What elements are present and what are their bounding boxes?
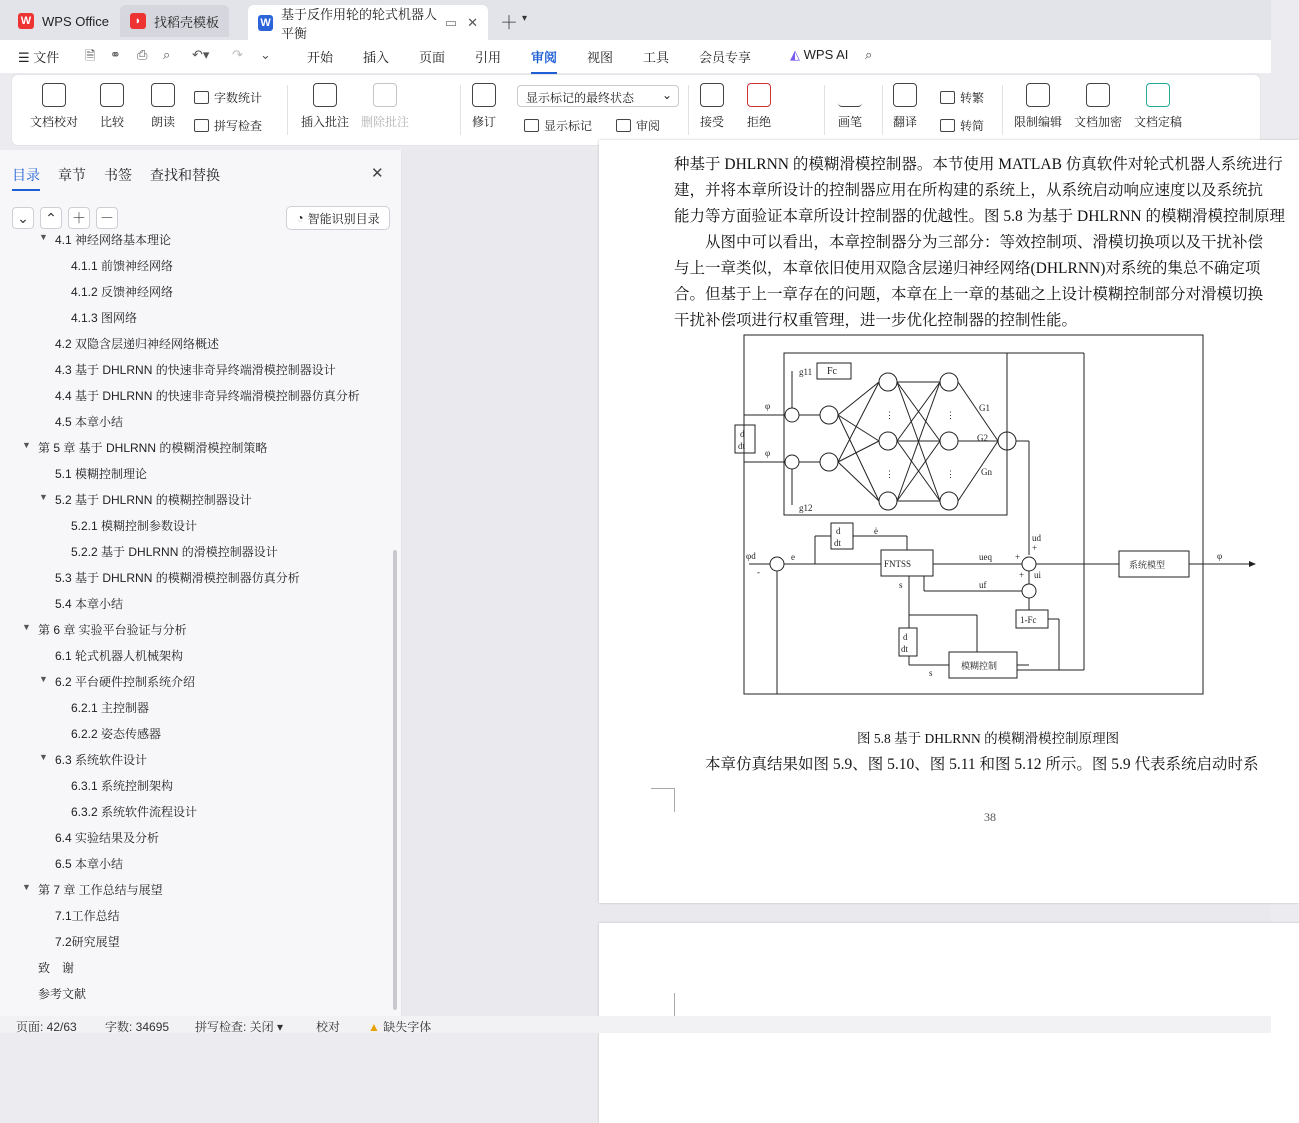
tab-template[interactable] (120, 5, 229, 37)
wps-ai-button[interactable] (790, 47, 848, 63)
diagram-vdots: ⋮ (946, 410, 955, 420)
toc-item-label: 6.1 轮式机器人机械架构 (55, 649, 184, 663)
doc-check-button[interactable] (30, 83, 78, 130)
navigation-pane (0, 150, 402, 1016)
toc-item[interactable] (55, 387, 360, 404)
markup-state-value: 显示标记的最终状态 (526, 91, 635, 105)
insert-comment-button[interactable] (301, 83, 349, 130)
diagram-s-label: s (899, 580, 903, 590)
toc-item[interactable] (55, 647, 183, 664)
toc-item[interactable] (22, 621, 187, 638)
accept-icon (700, 83, 724, 107)
save-icon[interactable]: 🗎 (85, 48, 96, 63)
review-pane-icon (616, 119, 631, 132)
to-simplified-icon (940, 119, 955, 132)
diagram-phid-label: φd (746, 551, 756, 561)
menu-file[interactable]: ☰ 文件 (18, 50, 60, 65)
missing-font-status[interactable] (368, 1018, 431, 1035)
restrict-edit-icon (1026, 83, 1050, 107)
diagram-gn-label: Gn (981, 467, 992, 477)
to-traditional-button[interactable] (940, 89, 984, 106)
diagram-plus: + (1015, 552, 1021, 562)
word-count-status[interactable]: 字数: 34695 (105, 1020, 170, 1034)
diagram-uf-label: uf (979, 580, 987, 590)
finalize-icon (1146, 83, 1170, 107)
encrypt-button[interactable] (1074, 83, 1122, 130)
menu-file-label: 文件 (33, 50, 60, 65)
toc-item-label: 4.4 基于 DHLRNN 的快速非奇异终端滑模控制器仿真分析 (55, 389, 360, 403)
figure-caption: 图 5.8 基于 DHLRNN 的模糊滑模控制原理图 (857, 731, 1120, 746)
translate-label: 翻译 (893, 115, 918, 129)
toc-item[interactable] (39, 673, 196, 690)
expand-toggle-icon[interactable]: ▼ (22, 440, 31, 450)
diagram-plus: + (1032, 543, 1038, 553)
toc-item-label: 7.1工作总结 (55, 909, 120, 923)
screen-icon[interactable]: ▭ (444, 14, 458, 30)
toc-list (0, 232, 396, 1016)
diagram-ddt-label: d (903, 632, 908, 642)
diagram-fc-label: Fc (827, 366, 837, 377)
to-trad-label: 转繁 (960, 91, 985, 105)
to-simplified-button[interactable] (940, 117, 984, 134)
diagram-g1-label: G1 (979, 403, 990, 413)
close-pane-icon[interactable]: ✕ (371, 165, 384, 182)
diagram-fuzzy-label: 模糊控制 (961, 661, 998, 671)
read-aloud-icon (151, 83, 175, 107)
word-doc-icon: W (258, 15, 273, 31)
smart-toc-label: 智能识别目录 (307, 211, 380, 226)
page-corner-mark (651, 788, 675, 812)
page-number: 38 (984, 810, 996, 824)
show-markup-icon (524, 119, 539, 132)
pen-label: 画笔 (838, 115, 863, 129)
pen-button[interactable] (838, 83, 862, 130)
toc-item-label: 4.3 基于 DHLRNN 的快速非奇异终端滑模控制器设计 (55, 363, 336, 377)
toc-item-label: 6.4 实验结果及分析 (55, 831, 160, 845)
toc-item[interactable] (55, 413, 123, 430)
divider (287, 85, 288, 135)
menu-member[interactable]: 会员专享 (699, 50, 752, 65)
undo-icon[interactable]: ↶▾ (192, 47, 210, 62)
toc-item-label: 5.3 基于 DHLRNN 的模糊滑模控制器仿真分析 (55, 571, 300, 585)
tab-label: WPS Office (42, 13, 109, 29)
toc-item[interactable] (39, 751, 148, 768)
menu-page[interactable]: 页面 (419, 50, 446, 65)
restrict-edit-label: 限制编辑 (1014, 115, 1063, 129)
toc-item-label: 4.1.1 前馈神经网络 (71, 259, 174, 273)
to-simp-label: 转简 (960, 119, 985, 133)
document-area (403, 150, 1285, 1016)
encrypt-label: 文档加密 (1074, 115, 1123, 129)
delete-comment-icon (373, 83, 397, 107)
finalize-button[interactable] (1134, 83, 1182, 130)
collapse-up-icon[interactable]: ⌃ (40, 207, 62, 229)
toc-item[interactable] (22, 881, 163, 898)
divider (882, 85, 883, 135)
encrypt-icon (1086, 83, 1110, 107)
toc-item[interactable] (55, 907, 120, 924)
toc-item[interactable] (71, 543, 278, 560)
pen-icon (838, 83, 862, 107)
paragraph-line: 能力等方面验证本章所设计控制器的优越性。图 5.8 为基于 DHLRNN 的模糊滑模控制原理 (674, 208, 1285, 225)
reject-button[interactable] (747, 83, 771, 130)
toc-item-label: 7.2研究展望 (55, 935, 120, 949)
redo-icon[interactable]: ↷ (232, 47, 243, 62)
to-traditional-icon (940, 91, 955, 104)
paragraph-line: 建，并将本章所设计的控制器应用在所构建的系统上，从系统启动响应速度以及系统抗 (674, 182, 1264, 199)
toc-item-label: 6.2.1 主控制器 (71, 701, 150, 715)
print-icon[interactable]: ⎙ (137, 47, 148, 62)
document-page (599, 140, 1299, 903)
toc-item-label: 5.1 模糊控制理论 (55, 467, 148, 481)
ai-icon: ◭ (790, 47, 800, 62)
spell-check-label: 拼写检查 (214, 119, 263, 133)
insert-comment-label: 插入批注 (301, 115, 350, 129)
paragraph-line: 合。但基于上一章存在的问题，本章在上一章的基础之上设计模糊控制部分对滑模切换 (674, 286, 1264, 303)
menu-bar (0, 40, 1271, 73)
toc-item-label: 6.2.2 姿态传感器 (71, 727, 162, 741)
diagram-ud-label: ud (1032, 533, 1041, 543)
diagram-minus: - (757, 567, 760, 577)
tab-find-replace[interactable]: 查找和替换 (150, 167, 220, 183)
toc-item-label: 第 6 章 实验平台验证与分析 (38, 623, 187, 637)
word-count-label: 字数统计 (214, 91, 263, 105)
diagram-ddt-label: dt (834, 538, 842, 548)
diagram-plus: + (1019, 570, 1025, 580)
diagram-phi-label: φ (765, 401, 771, 411)
toc-item-label: 致 谢 (38, 961, 75, 975)
expand-toggle-icon[interactable]: ▼ (39, 752, 48, 762)
diagram-ueq-label: ueq (979, 552, 992, 562)
page-corner-mark (651, 993, 675, 1017)
compare-button[interactable] (100, 83, 124, 130)
warning-icon: ▲ (368, 1020, 380, 1034)
toc-item[interactable] (55, 595, 123, 612)
toc-item-label: 4.1.3 图网络 (71, 311, 138, 325)
toc-item-label: 4.5 本章小结 (55, 415, 124, 429)
toc-item[interactable] (55, 335, 219, 352)
ai-label: WPS AI (803, 47, 849, 62)
delete-comment-label: 删除批注 (361, 115, 410, 129)
add-heading-icon[interactable]: ＋ (68, 207, 90, 229)
spell-check-button[interactable] (194, 117, 262, 134)
toc-item-label: 第 7 章 工作总结与展望 (38, 883, 163, 897)
tab-bar (0, 0, 1271, 40)
page-indicator[interactable]: 页面: 42/63 (16, 1020, 77, 1034)
translate-icon (893, 83, 917, 107)
toc-item-label: 5.4 本章小结 (55, 597, 124, 611)
toc-item-label: 4.1.2 反馈神经网络 (71, 285, 174, 299)
show-markup-label: 显示标记 (544, 119, 593, 133)
translate-button[interactable] (893, 83, 917, 130)
diagram-s-label: s (929, 668, 933, 678)
revise-label: 修订 (472, 115, 497, 129)
paragraph-line: 干扰补偿项进行权重管理，进一步优化控制器的控制性能。 (674, 312, 1078, 329)
toc-item[interactable] (71, 699, 149, 716)
doc-check-label: 文档校对 (30, 115, 79, 129)
expand-toggle-icon[interactable]: ▼ (39, 674, 48, 684)
review-pane-button[interactable] (616, 117, 660, 134)
tab-toc[interactable]: 目录 (12, 167, 40, 183)
diagram-phi-out-label: φ (1217, 551, 1223, 561)
expand-toggle-icon[interactable]: ▼ (39, 492, 48, 502)
insert-comment-icon (313, 83, 337, 107)
toc-item[interactable] (55, 569, 300, 586)
toc-item-label: 6.3.1 系统控制架构 (71, 779, 174, 793)
divider (460, 85, 461, 135)
review-toolbar (12, 75, 1260, 145)
word-count-icon (194, 91, 209, 104)
toc-item[interactable] (71, 803, 197, 820)
tab-wps-office[interactable] (8, 5, 119, 37)
tab-document[interactable] (248, 5, 488, 40)
diagram-e-label: e (791, 552, 795, 562)
divider (824, 85, 825, 135)
close-tab-icon[interactable]: ✕ (467, 14, 478, 30)
toc-item-label: 5.2 基于 DHLRNN 的模糊控制器设计 (55, 493, 252, 507)
proofread-status[interactable]: 校对 (316, 1020, 341, 1034)
doc-check-icon (42, 83, 66, 107)
reject-icon (747, 83, 771, 107)
menu-reference[interactable]: 引用 (475, 50, 502, 65)
toc-item[interactable] (71, 283, 173, 300)
diagram-vdots: ⋮ (885, 469, 894, 479)
toc-item-label: 6.3 系统软件设计 (55, 753, 148, 767)
toc-item[interactable] (22, 439, 268, 456)
toc-item[interactable] (55, 829, 159, 846)
tab-label: 基于反作用轮的轮式机器人平衡 (281, 6, 438, 41)
diagram-vdots: ⋮ (946, 469, 955, 479)
toc-item-label: 5.2.1 模糊控制参数设计 (71, 519, 198, 533)
expand-toggle-icon[interactable]: ▼ (22, 622, 31, 632)
diagram-ddt-label: d (740, 429, 745, 439)
chevron-down-icon: ⌄ (661, 88, 672, 102)
smart-toc-button[interactable] (286, 206, 390, 230)
delete-comment-button[interactable] (361, 83, 409, 130)
remove-heading-icon[interactable]: － (96, 207, 118, 229)
paragraph-line: 种基于 DHLRNN 的模糊滑模控制器。本节使用 MATLAB 仿真软件对轮式机器人系统进行 (674, 156, 1283, 173)
diagram-g12-label: g12 (799, 503, 813, 513)
search-icon[interactable]: ⌕ (865, 47, 873, 62)
diagram-ui-label: ui (1034, 570, 1042, 580)
accept-button[interactable] (700, 83, 724, 130)
toc-item-label: 6.2 平台硬件控制系统介绍 (55, 675, 196, 689)
menu-tools[interactable]: 工具 (643, 50, 670, 65)
toc-item[interactable] (38, 985, 86, 1002)
divider (1002, 85, 1003, 135)
toc-item[interactable] (39, 231, 172, 248)
diagram-1-fc-label: 1-Fc (1020, 615, 1037, 625)
toc-item[interactable] (71, 309, 137, 326)
review-label: 审阅 (636, 119, 661, 133)
toc-item-label: 6.5 本章小结 (55, 857, 124, 871)
expand-toggle-icon[interactable]: ▼ (39, 232, 48, 242)
toc-item-label: 4.2 双隐含层递归神经网络概述 (55, 337, 220, 351)
diagram-ddt-label: dt (901, 644, 909, 654)
compare-icon (100, 83, 124, 107)
word-count-button[interactable] (194, 89, 262, 106)
share-icon[interactable]: ⚭ (110, 47, 121, 62)
spell-status-label: 拼写检查: 关闭 (195, 1020, 274, 1034)
menu-review[interactable]: 审阅 (531, 47, 557, 66)
toc-scrollbar[interactable] (393, 550, 397, 1010)
expand-toggle-icon[interactable]: ▼ (22, 882, 31, 892)
toc-item-label: 参考文献 (38, 987, 87, 1001)
missing-font-label: 缺失字体 (383, 1020, 432, 1034)
toc-item[interactable] (55, 855, 123, 872)
diagram-ddt-label: d (836, 526, 841, 536)
diagram-fntss-label: FNTSS (884, 559, 912, 569)
more-chevron-icon[interactable]: ⌄ (260, 47, 271, 62)
smart-icon: ◔ (296, 211, 304, 225)
toc-item[interactable] (55, 933, 120, 950)
diagram-vdots: ⋮ (885, 410, 894, 420)
diagram-g11-label: g11 (799, 367, 813, 377)
divider (688, 85, 689, 135)
finalize-label: 文档定稿 (1134, 115, 1183, 129)
menu-start[interactable]: 开始 (307, 50, 334, 65)
paragraph-line: 本章仿真结果如图 5.9、图 5.10、图 5.11 和图 5.12 所示。图 5.9 代表系统启动时系 (674, 756, 1259, 773)
toc-item-label: 4.1 神经网络基本理论 (55, 233, 172, 247)
tab-chapters[interactable]: 章节 (58, 167, 86, 183)
wps-logo-icon: W (18, 13, 34, 29)
diagram-system-label: 系统模型 (1129, 560, 1166, 570)
expand-down-icon[interactable]: ⌄ (12, 207, 34, 229)
diagram-edot-label: ė (874, 526, 878, 536)
toc-item-label: 5.2.2 基于 DHLRNN 的滑模控制器设计 (71, 545, 278, 559)
restrict-edit-button[interactable] (1014, 83, 1062, 130)
chevron-down-icon[interactable]: ▾ (522, 13, 528, 24)
new-tab-icon[interactable]: ＋ (500, 13, 518, 33)
toc-item-label: 6.3.2 系统软件流程设计 (71, 805, 198, 819)
accept-label: 接受 (700, 115, 725, 129)
paragraph-line: 与上一章类似，本章依旧使用双隐含层递归神经网络(DHLRNN)对系统的集总不确定项 (674, 260, 1261, 277)
tab-label: 找稻壳模板 (154, 14, 220, 30)
menu-insert[interactable]: 插入 (363, 50, 390, 65)
read-label: 朗读 (151, 115, 176, 129)
read-aloud-button[interactable] (151, 83, 175, 130)
spell-check-icon (194, 119, 209, 132)
diagram-phi-dot-label: φ (765, 448, 771, 458)
reject-label: 拒绝 (747, 115, 772, 129)
spell-check-status[interactable]: 拼写检查: 关闭 ▾ (195, 1020, 284, 1034)
toc-item[interactable] (55, 361, 336, 378)
status-bar (0, 1016, 1271, 1033)
docer-icon: ◗ (130, 13, 146, 29)
toc-item[interactable] (71, 257, 173, 274)
toc-item-label: 第 5 章 基于 DHLRNN 的模糊滑模控制策略 (38, 441, 268, 455)
toc-item[interactable] (55, 465, 147, 482)
revise-button[interactable] (472, 83, 496, 130)
revise-icon (472, 83, 496, 107)
toc-item[interactable] (71, 777, 173, 794)
diagram-g2-label: G2 (977, 433, 988, 443)
toc-item[interactable] (39, 491, 252, 508)
compare-label: 比较 (100, 115, 125, 129)
toc-item[interactable] (71, 517, 197, 534)
menu-view[interactable]: 视图 (587, 50, 614, 65)
diagram-ddt-label: dt (738, 441, 746, 451)
tab-bookmarks[interactable]: 书签 (104, 167, 132, 183)
paragraph-line: 从图中可以看出，本章控制器分为三部分：等效控制项、滑模切换项以及干扰补偿 (674, 234, 1264, 251)
toc-item[interactable] (38, 959, 74, 976)
markup-state-select[interactable] (517, 85, 679, 107)
control-block-diagram (729, 335, 1269, 715)
show-markup-button[interactable] (524, 117, 592, 134)
toc-item[interactable] (71, 725, 161, 742)
print-preview-icon[interactable]: ⌕ (163, 47, 171, 62)
